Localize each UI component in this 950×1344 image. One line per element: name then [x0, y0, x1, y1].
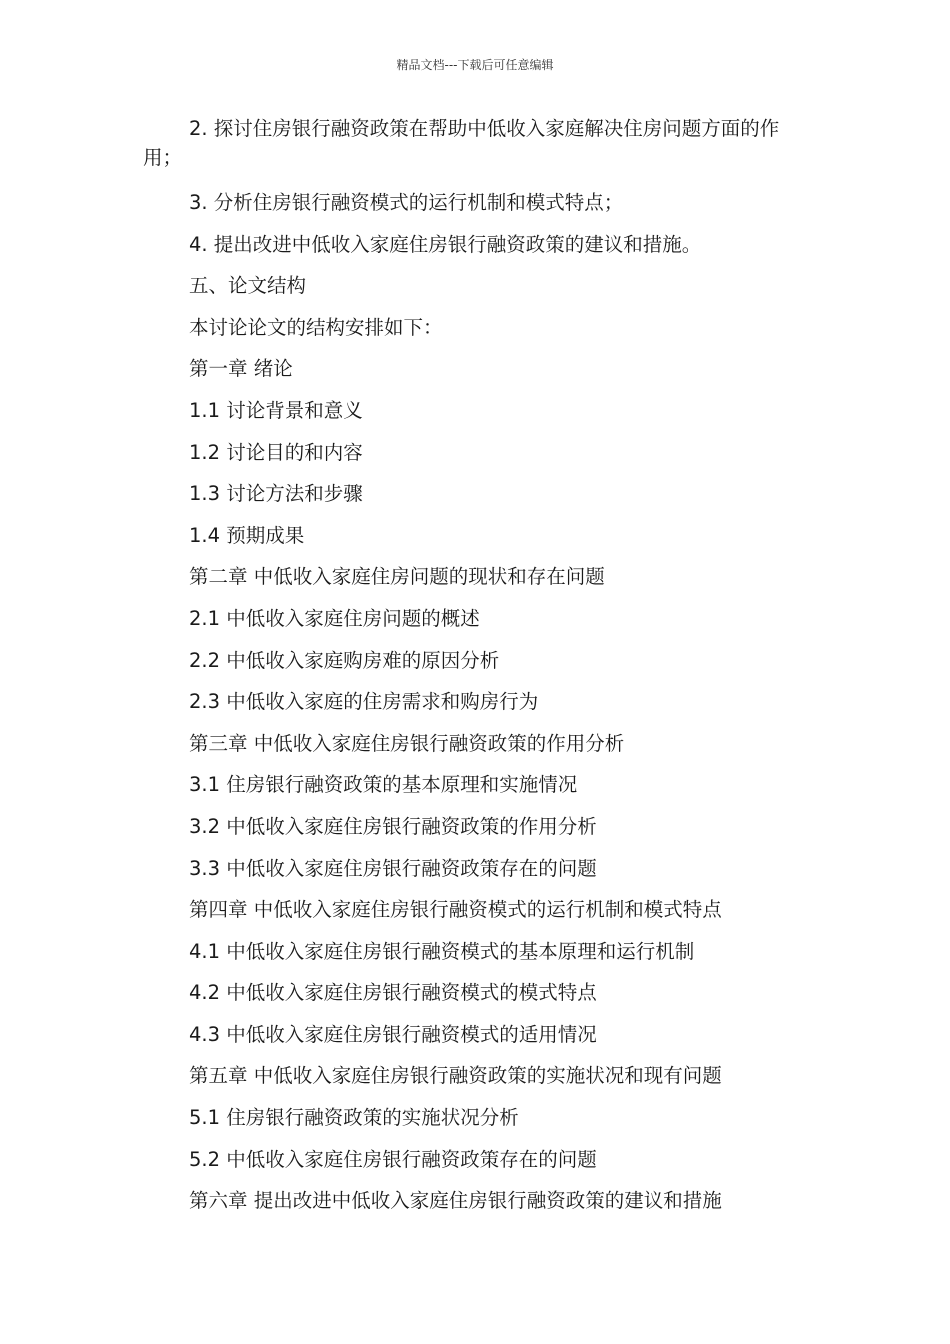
chapter-3-heading: 第三章 中低收入家庭住房银行融资政策的作用分析: [189, 731, 625, 755]
section-3-3: 3.3 中低收入家庭住房银行融资政策存在的问题: [189, 856, 597, 880]
chapter-2-heading: 第二章 中低收入家庭住房问题的现状和存在问题: [189, 565, 605, 589]
section-heading-thesis-structure: 五、论文结构: [189, 274, 307, 298]
section-3-2: 3.2 中低收入家庭住房银行融资政策的作用分析: [189, 814, 597, 838]
section-5-1: 5.1 住房银行融资政策的实施状况分析: [189, 1106, 519, 1130]
section-4-1: 4.1 中低收入家庭住房银行融资模式的基本原理和运行机制: [189, 939, 695, 963]
document-body: [143, 114, 808, 1222]
chapter-4-heading: 第四章 中低收入家庭住房银行融资模式的运行机制和模式特点: [189, 898, 722, 922]
objective-3-line: 3. 分析住房银行融资模式的运行机制和模式特点；: [189, 191, 624, 214]
section-2-3: 2.3 中低收入家庭的住房需求和购房行为: [189, 690, 539, 714]
chapter-5-heading: 第五章 中低收入家庭住房银行融资政策的实施状况和现有问题: [189, 1064, 722, 1088]
section-1-3: 1.3 讨论方法和步骤: [189, 482, 363, 506]
objective-4-line: 4. 提出改进中低收入家庭住房银行融资政策的建议和措施。: [189, 232, 702, 256]
section-3-1: 3.1 住房银行融资政策的基本原理和实施情况: [189, 773, 578, 797]
section-1-2: 1.2 讨论目的和内容: [189, 440, 363, 464]
section-5-2: 5.2 中低收入家庭住房银行融资政策存在的问题: [189, 1147, 597, 1171]
section-1-1: 1.1 讨论背景和意义: [189, 398, 363, 422]
section-1-4: 1.4 预期成果: [189, 523, 305, 547]
section-2-2: 2.2 中低收入家庭购房难的原因分析: [189, 648, 500, 672]
section-2-1: 2.1 中低收入家庭住房问题的概述: [189, 606, 480, 630]
section-4-2: 4.2 中低收入家庭住房银行融资模式的模式特点: [189, 981, 597, 1005]
section-4-3: 4.3 中低收入家庭住房银行融资模式的适用情况: [189, 1022, 597, 1046]
objective-2-paragraph: 2. 探讨住房银行融资政策在帮助中低收入家庭解决住房问题方面的作用；: [143, 117, 780, 169]
page-header: 精品文档---下载后可任意编辑: [396, 58, 554, 72]
chapter-1-heading: 第一章 绪论: [189, 357, 293, 381]
structure-intro-line: 本讨论论文的结构安排如下：: [189, 315, 443, 339]
chapter-6-heading: 第六章 提出改进中低收入家庭住房银行融资政策的建议和措施: [189, 1189, 722, 1213]
